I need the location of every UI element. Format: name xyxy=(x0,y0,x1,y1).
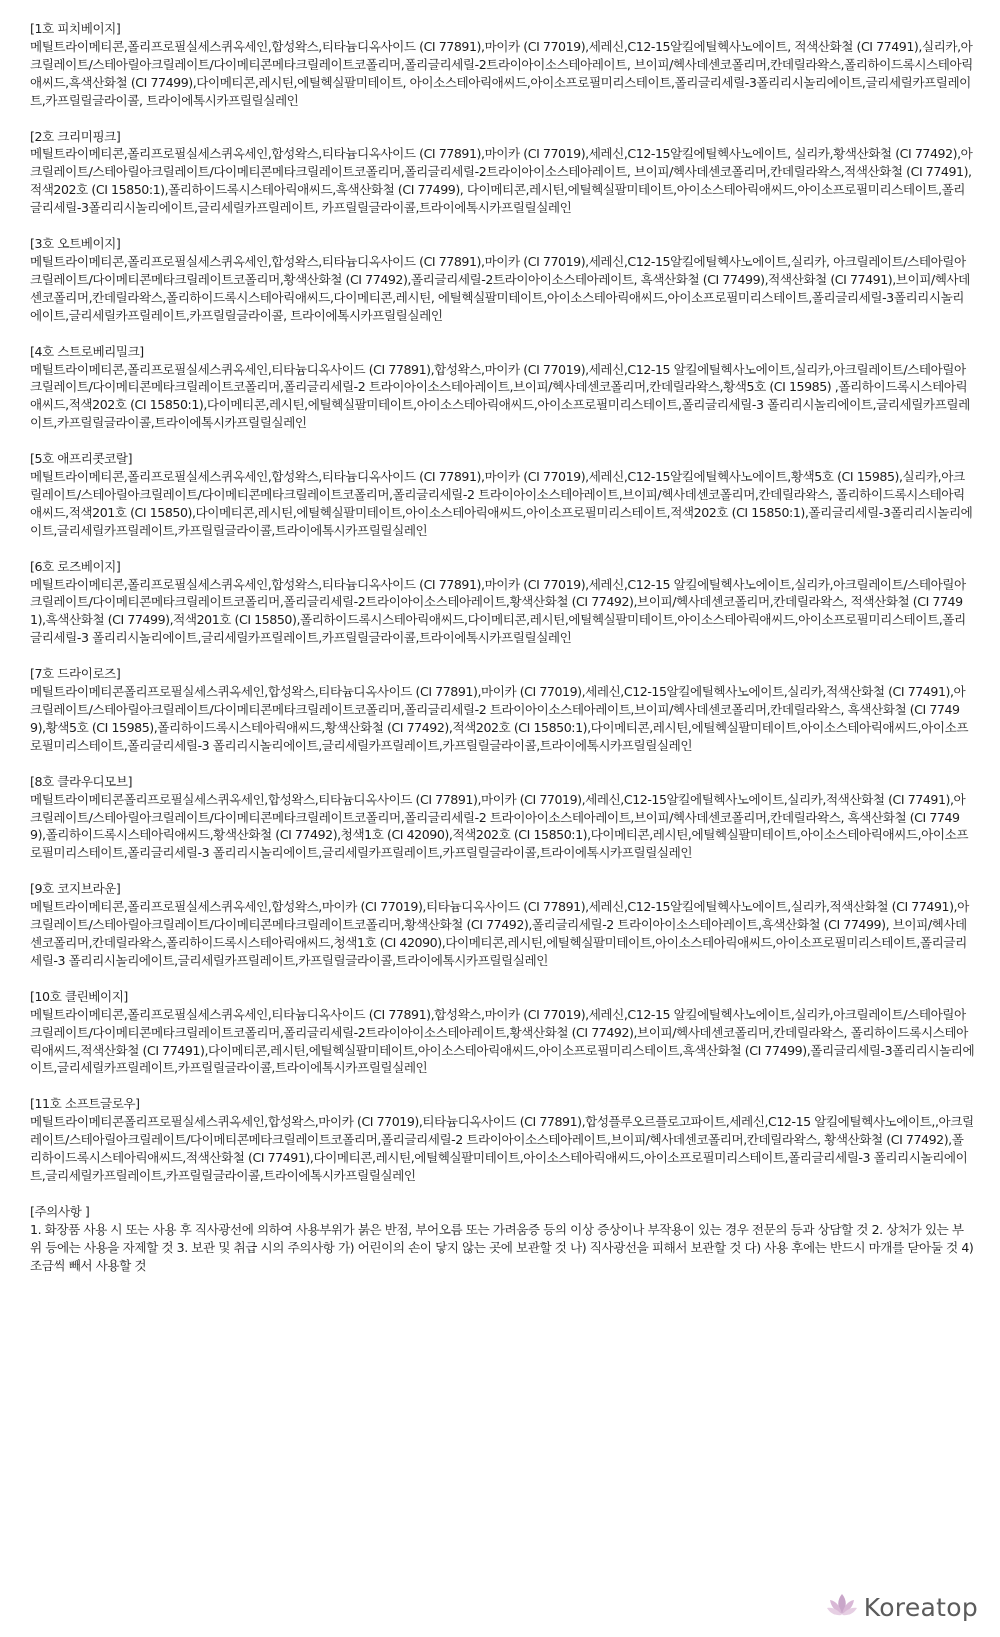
shade-section-10 xyxy=(30,988,975,1078)
shade-section-5 xyxy=(30,450,975,540)
section-title: [6호 로즈베이지] xyxy=(30,558,121,574)
shade-section-11 xyxy=(30,1095,975,1185)
logo-text: Koreatop xyxy=(863,1592,978,1622)
section-title: [3호 오트베이지] xyxy=(30,236,121,252)
ingredient-list: 메틸트라이메티콘,폴리프로필실세스퀴옥세인,티타늄디옥사이드 (CI 77891),합성왁스,마이카 (CI 77019),세레신,C12-15 알킬에틸헥사노에이트,실리카,아크릴레이트/스테아릴아크릴레이트/다이메티콘메타크릴레이트코폴리머,폴리글리세릴-2트라이아이소스테아레이트,황색산화철 (CI 77492),브이피/헥사데센코폴리머,칸데릴라왁스, 폴리하이드록시스테아릭애씨드,적색산화철 (CI 77491),다이메티콘,레시틴,에틸헥실팔미테이트,아이소스테아릭애씨드,아이소프로필미리스테이트,흑색산화철 (CI 77499),폴리글리세릴-3폴리리시놀리에이트,글리세릴카프릴레이트,카프릴릴글라이콜,트라이에톡시카프릴릴실레인 xyxy=(30,1006,975,1076)
shade-section-7 xyxy=(30,665,975,755)
precautions-section xyxy=(30,1203,975,1275)
precautions-title: [주의사항 ] xyxy=(30,1203,90,1219)
ingredient-document xyxy=(30,20,975,1292)
shade-section-1 xyxy=(30,20,975,110)
ingredient-list: 메틸트라이메티콘,폴리프로필실세스퀴옥세인,합성왁스,티타늄디옥사이드 (CI 77891),마이카 (CI 77019),세레신,C12-15알킬에틸헥사노에이트, 실리카,황색산화철 (CI 77492),아크릴레이트/스테아릴아크릴레이트/다이메티콘메타크릴레이트코폴리머,폴리글리세릴-2트라이아이소스테아레이트, 브이피/헥사데센코폴리머,칸데릴라왁스,적색산화철 (CI 77491),적색202호 (CI 15850:1),폴리하이드록시스테아릭애씨드,흑색산화철 (CI 77499), 다이메티콘,레시틴,에틸헥실팔미테이트,아이소스테아릭애씨드,아이소프로필미리스테이트,폴리글리세릴-3폴리리시놀리에이트,글리세릴카프릴레이트, 카프릴릴글라이콜,트라이에톡시카프릴릴실레인 xyxy=(30,146,973,216)
shade-section-4 xyxy=(30,343,975,433)
section-title: [5호 애프리콧코랄] xyxy=(30,451,133,467)
shade-section-9 xyxy=(30,880,975,970)
section-title: [10호 클린베이지] xyxy=(30,988,128,1004)
ingredient-list: 메틸트라이메티콘,폴리프로필실세스퀴옥세인,합성왁스,마이카 (CI 77019),티타늄디옥사이드 (CI 77891),세레신,C12-15알킬에틸헥사노에이트,실리카,적색산화철 (CI 77491),아크릴레이트/스테아릴아크릴레이트/다이메티콘메타크릴레이트코폴리머,황색산화철 (CI 77492),폴리글리세릴-2 트라이아이소스테아레이트,흑색산화철 (CI 77499), 브이피/헥사데센코폴리머,칸데릴라왁스,폴리하이드록시스테아릭애씨드,청색1호 (CI 42090),다이메티콘,레시틴,에틸헥실팔미테이트,아이소스테아릭애씨드,아이소프로필미리스테이트,폴리글리세릴-3 폴리리시놀리에이트,글리세릴카프릴레이트,카프릴릴글라이콜,트라이에톡시카프릴릴실레인 xyxy=(30,899,969,968)
ingredient-list: 메틸트라이메티콘폴리프로필실세스퀴옥세인,합성왁스,티타늄디옥사이드 (CI 77891),마이카 (CI 77019),세레신,C12-15알킬에틸헥사노에이트,실리카,적색산화철 (CI 77491),아크릴레이트/스테아릴아크릴레이트/다이메티콘메타크릴레이트코폴리머,폴리글리세릴-2 트라이아이소스테아레이트,브이피/헥사데센코폴리머,칸데릴라왁스, 흑색산화철 (CI 77499),황색5호 (CI 15985),폴리하이드록시스테아릭애씨드,황색산화철 (CI 77492),적색202호 (CI 15850:1),다이메티콘,레시틴,에틸헥실팔미테이트,아이소스테아릭애씨드,아이소프로필미리스테이트,폴리글리세릴-3 폴리리시놀리에이트,글리세릴카프릴레이트,카프릴릴글라이콜,트라이에톡시카프릴릴실레인 xyxy=(30,684,969,753)
precautions-text: 1. 화장품 사용 시 또는 사용 후 직사광선에 의하여 사용부위가 붉은 반점, 부어오름 또는 가려움증 등의 이상 증상이나 부작용이 있는 경우 전문의 등과 상담할 것 2. 상처가 있는 부위 등에는 사용을 자제할 것 3. 보관 및 취급 시의 주의사항 가) 어린이의 손이 닿지 않는 곳에 보관할 것 나) 직사광선을 피해서 보관할 것 다) 사용 후에는 반드시 마개를 닫아둘 것 4) 조금씩 빼서 사용할 것 xyxy=(30,1221,974,1273)
ingredient-list: 메틸트라이메티콘폴리프로필실세스퀴옥세인,합성왁스,마이카 (CI 77019),티타늄디옥사이드 (CI 77891),합성플루오르플로고파이트,세레신,C12-15 알킬에틸헥사노에이트,,아크릴레이트/스테아릴아크릴레이트/다이메티콘메타크릴레이트코폴리머,폴리글리세릴-2 트라이아이소스테아레이트,브이피/헥사데센코폴리머,칸데릴라왁스, 황색산화철 (CI 77492),폴리하이드록시스테아릭애씨드,적색산화철 (CI 77491),다이메티콘,레시틴,에틸헥실팔미테이트,아이소스테아릭애씨드,아이소프로필미리스테이트,폴리글리세릴-3 폴리리시놀리에이트,글리세릴카프릴레이트,카프릴릴글라이콜,트라이에톡시카프릴릴실레인 xyxy=(30,1114,974,1183)
shade-section-3 xyxy=(30,235,975,325)
shade-section-8 xyxy=(30,773,975,863)
section-title: [11호 소프트글로우] xyxy=(30,1096,140,1112)
section-title: [1호 피치베이지] xyxy=(30,21,121,36)
ingredient-list: 메틸트라이메티콘,폴리프로필실세스퀴옥세인,합성왁스,티타늄디옥사이드 (CI 77891),마이카 (CI 77019),세레신,C12-15알킬에틸헥사노에이트,실리카, 아크릴레이트/스테아릴아크릴레이트/다이메티콘메타크릴레이트코폴리머,황색산화철 (CI 77492),폴리글리세릴-2트라이아이소스테아레이트, 흑색산화철 (CI 77499),적색산화철 (CI 77491),브이피/헥사데센코폴리머,칸데릴라왁스,폴리하이드록시스테아릭애씨드,다이메티콘,레시틴, 에틸헥실팔미테이트,아이소스테아릭애씨드,아이소프로필미리스테이트,폴리글리세릴-3폴리리시놀리에이트,글리세릴카프릴레이트,카프릴릴글라이콜, 트라이에톡시카프릴릴실레인 xyxy=(30,253,970,323)
section-title: [7호 드라이로즈] xyxy=(30,666,121,682)
section-title: [2호 크리미핑크] xyxy=(30,128,121,144)
lotus-icon xyxy=(826,1592,858,1622)
ingredient-list: 메틸트라이메티콘,폴리프로필실세스퀴옥세인,티타늄디옥사이드 (CI 77891),합성왁스,마이카 (CI 77019),세레신,C12-15 알킬에틸헥사노에이트,실리카,아크릴레이트/스테아릴아크릴레이트/다이메티콘메타크릴레이트코폴리머,폴리글리세릴-2 트라이아이소스테아레이트,브이피/헥사데센코폴리머,칸데릴라왁스,황색5호 (CI 15985) ,폴리하이드록시스테아릭애씨드,적색202호 (CI 15850:1),다이메티콘,레시틴,에틸헥실팔미테이트,아이소스테아릭애씨드,아이소프로필미리스테이트,폴리글리세릴-3 폴리리시놀리에이트,글리세릴카프릴레이트,카프릴릴글라이콜,트라이에톡시카프릴릴실레인 xyxy=(30,361,970,431)
section-title: [9호 코지브라운] xyxy=(30,881,121,897)
ingredient-list: 메틸트라이메티콘폴리프로필실세스퀴옥세인,합성왁스,티타늄디옥사이드 (CI 77891),마이카 (CI 77019),세레신,C12-15알킬에틸헥사노에이트,실리카,적색산화철 (CI 77491),아크릴레이트/스테아릴아크릴레이트/다이메티콘메타크릴레이트코폴리머,폴리글리세릴-2 트라이아이소스테아레이트,브이피/헥사데센코폴리머,칸데릴라왁스, 흑색산화철 (CI 77499),폴리하이드록시스테아릭애씨드,황색산화철 (CI 77492),청색1호 (CI 42090),적색202호 (CI 15850:1),다이메티콘,레시틴,에틸헥실팔미테이트,아이소스테아릭애씨드,아이소프로필미리스테이트,폴리글리세릴-3 폴리리시놀리에이트,글리세릴카프릴레이트,카프릴릴글라이콜,트라이에톡시카프릴릴실레인 xyxy=(30,791,969,861)
ingredient-list: 메틸트라이메티콘,폴리프로필실세스퀴옥세인,합성왁스,티타늄디옥사이드 (CI 77891),마이카 (CI 77019),세레신,C12-15 알킬에틸헥사노에이트,실리카,아크릴레이트/스테아릴아크릴레이트/다이메티콘메타크릴레이트코폴리머,폴리글리세릴-2트라이아이소스테아레이트,황색산화철 (CI 77492),브이피/헥사데센코폴리머,칸데릴라왁스, 적색산화철 (CI 77491),흑색산화철 (CI 77499),적색201호 (CI 15850),폴리하이드록시스테아릭애씨드,다이메티콘,레시틴,에틸헥실팔미테이트,아이소스테아릭애씨드,아이소프로필미리스테이트,폴리글리세릴-3 폴리리시놀리에이트,글리세릴카프릴레이트,카프릴릴글라이콜,트라이에톡시카프릴릴실레인 xyxy=(30,576,966,646)
section-title: [4호 스트로베리밀크] xyxy=(30,343,144,359)
ingredient-list: 메틸트라이메티콘,폴리프로필실세스퀴옥세인,합성왁스,티타늄디옥사이드 (CI 77891),마이카 (CI 77019),세레신,C12-15알킬에틸헥사노에이트,황색5호 (CI 15985),실리카,아크릴레이트/스테아릴아크릴레이트/다이메티콘메타크릴레이트코폴리머,폴리글리세릴-2 트라이아이소스테아레이트,브이피/헥사데센코폴리머,칸데릴라왁스, 폴리하이드록시스테아릭애씨드,적색201호 (CI 15850),다이메티콘,레시틴,에틸헥실팔미테이트,아이소스테아릭애씨드,아이소프로필미리스테이트,적색202호 (CI 15850:1),폴리글리세릴-3폴리리시놀리에이트,글리세릴카프릴레이트,카프릴릴글라이콜,트라이에톡시카프릴릴실레인 xyxy=(30,469,973,538)
shade-section-6 xyxy=(30,558,975,648)
koreatop-logo xyxy=(826,1587,978,1627)
ingredient-list: 메틸트라이메티콘,폴리프로필실세스퀴옥세인,합성왁스,티타늄디옥사이드 (CI 77891),마이카 (CI 77019),세레신,C12-15알킬에틸헥사노에이트, 적색산화철 (CI 77491),실리카,아크릴레이트/스테아릴아크릴레이트/다이메티콘메타크릴레이트코폴리머,폴리글리세릴-2트라이아이소스테아레이트, 브이피/헥사데센코폴리머,칸데릴라왁스,폴리하이드록시스테아릭애씨드,흑색산화철 (CI 77499),다이메티콘,레시틴,에틸헥실팔미테이트, 아이소스테아릭애씨드,아이소프로필미리스테이트,폴리글리세릴-3폴리리시놀리에이트,글리세릴카프릴레이트,카프릴릴글라이콜, 트라이에톡시카프릴릴실레인 xyxy=(30,38,973,108)
shade-section-2 xyxy=(30,128,975,218)
section-title: [8호 클라우디모브] xyxy=(30,773,133,789)
